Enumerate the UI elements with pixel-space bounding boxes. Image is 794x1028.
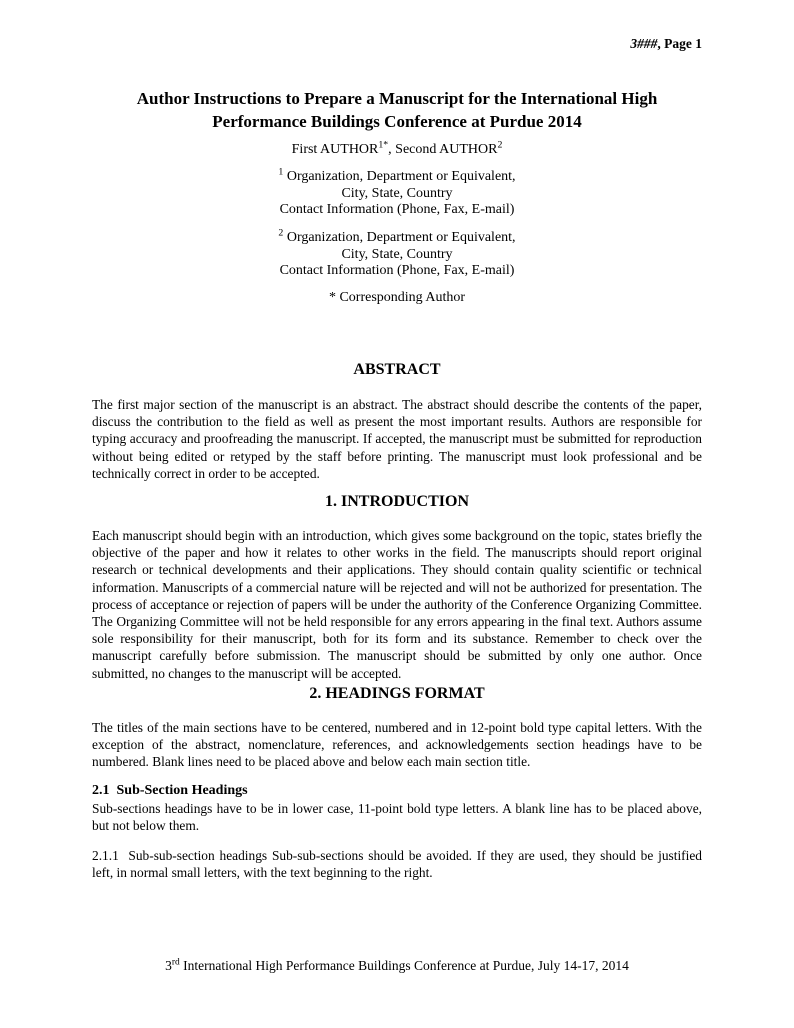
sub-sub-section-paragraph: 2.1.1 Sub-sub-section headings Sub-sub-sections should be avoided. If they are used, they should be justified left, in normal small letters, with the text beginning to the right. — [92, 848, 702, 881]
author-separator: , — [388, 142, 396, 157]
introduction-paragraph: Each manuscript should begin with an introduction, which gives some background on the topic, states briefly the objective of the paper and how it relates to other works in the field. The manuscripts should report original research or technical developments and their applications. They should contain quality scientific or technical information. Manuscripts of a commercial nature will be rejected and will not be authorized for presentation. The process of acceptance or rejection of papers will be under the authority of the Conference Organizing Committee. The Organizing Committee will not be held responsible for any errors appearing in the final text. Authors assume sole responsibility for their manuscript, both for its form and its substance. Remember to check over the manuscript carefully before submission. The manuscript should be submitted by only one author. Once submitted, no changes to the manuscript will be accepted. — [92, 528, 702, 681]
affiliation-2-line-1: $^2$ Organization, Department or Equivalent, — [278, 227, 516, 245]
corresponding-author-note: * Corresponding Author — [328, 290, 466, 305]
abstract-paragraph: The first major section of the manuscript is an abstract. The abstract should describe the contents of the paper, discuss the contribution to the field as well as present the most important results. Authors are responsible for typing accuracy and proofreading the manuscript. If accepted, the manuscript must be submitted for reproduction without being edited or retyped by the staff before printing. The manuscript must look professional and be technically correct in order to be accepted. — [92, 397, 702, 481]
author-second-superscript: 2 — [497, 139, 503, 151]
affiliation-2-line-2: City, State, Country — [341, 246, 453, 262]
affiliation-1-line-3: Contact Information (Phone, Fax, E-mail) — [279, 202, 515, 217]
affiliation-1-superscript: 1 — [278, 166, 284, 178]
footer-conference-number: 3 — [165, 958, 172, 973]
sub-sub-section-label: 2.1.1 Sub-sub-section headings — [92, 848, 268, 863]
affiliation-2-superscript: 2 — [278, 227, 284, 239]
headings-format-heading: 2. HEADINGS FORMAT — [309, 685, 485, 702]
abstract-heading: ABSTRACT — [353, 361, 441, 378]
sub-section-paragraph: Sub-sections headings have to be in lower case, 11-point bold type letters. A blank line has to be placed above, but not below them. — [92, 801, 702, 834]
affiliation-2 — [92, 227, 702, 280]
author-first: First AUTHOR — [291, 142, 379, 157]
page-number-label: , Page 1 — [657, 36, 702, 51]
author-first-superscript: 1* — [378, 139, 389, 151]
footer-conference-text: International High Performance Buildings Conference at Purdue, July 14-17, 2014 — [179, 958, 629, 973]
page-header — [92, 36, 702, 52]
page-footer — [92, 958, 702, 974]
introduction-heading: 1. INTRODUCTION — [324, 493, 469, 510]
affiliation-1-line-2: City, State, Country — [341, 185, 453, 201]
paper-title — [92, 87, 702, 133]
author-second: Second AUTHOR — [395, 142, 498, 157]
affiliation-1-line-1: $^1$ Organization, Department or Equivalent, — [278, 166, 516, 184]
author-line — [92, 139, 702, 158]
paper-number: 3### — [630, 36, 658, 51]
paper-title-line-2: Performance Buildings Conference at Purdue 2014 — [212, 112, 582, 131]
footer-ordinal: rd — [171, 957, 180, 968]
paper-title-line-1: Author Instructions to Prepare a Manuscript for the International High — [136, 89, 658, 108]
affiliation-2-line-3: Contact Information (Phone, Fax, E-mail) — [279, 263, 515, 278]
sub-section-heading: 2.1 Sub-Section Headings — [92, 783, 248, 798]
affiliation-1 — [92, 166, 702, 219]
headings-format-paragraph: The titles of the main sections have to be centered, numbered and in 12-point bold type capital letters. With the exception of the abstract, nomenclature, references, and acknowledgements section headings have to be numbered. Blank lines need to be placed above and below each main section title. — [92, 720, 702, 770]
